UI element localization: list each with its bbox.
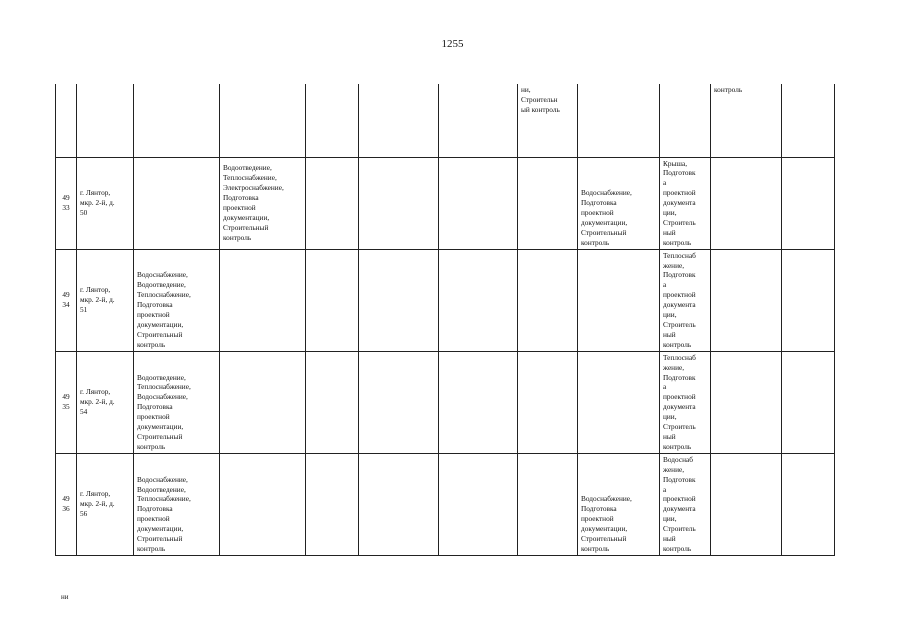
cell-work-types [220, 249, 306, 351]
cell-empty [782, 249, 835, 351]
cell-work-types-continued: контроль [711, 84, 782, 157]
cell-empty [134, 84, 220, 157]
cell-empty [518, 453, 578, 555]
cell-work-types [220, 453, 306, 555]
cell-work-types [578, 351, 660, 453]
cell-work-types-continued: ни, Строительн ый контроль [518, 84, 578, 157]
cell-empty [77, 84, 134, 157]
cell-work-types: Водоснаб жение, Подготовк а проектной документа ции, Строитель ный контроль [660, 453, 711, 555]
cell-empty [711, 249, 782, 351]
cell-work-types [578, 249, 660, 351]
cell-empty [439, 84, 518, 157]
cell-empty [782, 157, 835, 249]
cell-empty [306, 157, 359, 249]
table-row [56, 157, 835, 249]
cell-empty [660, 84, 711, 157]
cell-empty [359, 351, 439, 453]
cell-empty [782, 351, 835, 453]
cell-work-types: Теплоснаб жение, Подготовк а проектной документа ции, Строитель ный контроль [660, 351, 711, 453]
cell-empty [711, 453, 782, 555]
table-row [56, 249, 835, 351]
cell-work-types: Водоотведение, Теплоснабжение, Водоснабжение, Подготовка проектной документации, Строительный контроль [134, 351, 220, 453]
repair-schedule-table [55, 84, 835, 556]
cell-empty [306, 84, 359, 157]
cell-empty [306, 453, 359, 555]
cell-empty [439, 249, 518, 351]
cell-address: г. Лянтор, мкр. 2-й, д. 50 [77, 157, 134, 249]
cell-work-types: Водоснабжение, Подготовка проектной документации, Строительный контроль [578, 453, 660, 555]
cell-work-types: Водоснабжение, Водоотведение, Теплоснабжение, Подготовка проектной документации, Строительный контроль [134, 249, 220, 351]
cell-empty [359, 249, 439, 351]
table-row [56, 453, 835, 555]
cell-empty [439, 453, 518, 555]
cell-row-number: 49 35 [56, 351, 77, 453]
cell-address: г. Лянтор, мкр. 2-й, д. 51 [77, 249, 134, 351]
cell-work-types: Водоотведение, Теплоснабжение, Электроснабжение, Подготовка проектной документации, Строительный контроль [220, 157, 306, 249]
cell-empty [220, 84, 306, 157]
cell-empty [359, 157, 439, 249]
cell-empty [711, 351, 782, 453]
table-row-continued [56, 84, 835, 157]
page-number: 1255 [441, 38, 464, 50]
cell-row-number: 49 33 [56, 157, 77, 249]
cell-empty [306, 351, 359, 453]
cell-work-types: Водоснабжение, Подготовка проектной документации, Строительный контроль [578, 157, 660, 249]
cell-row-number: 49 34 [56, 249, 77, 351]
cell-work-types [220, 351, 306, 453]
cell-empty [518, 351, 578, 453]
cell-empty [782, 453, 835, 555]
cell-empty [56, 84, 77, 157]
cell-row-number: 49 36 [56, 453, 77, 555]
footer-note: ни [61, 593, 69, 601]
cell-empty [711, 157, 782, 249]
cell-work-types: Крыша, Подготовк а проектной документа ции, Строитель ный контроль [660, 157, 711, 249]
cell-empty [359, 453, 439, 555]
table-row [56, 351, 835, 453]
cell-empty [782, 84, 835, 157]
cell-work-types: Теплоснаб жение, Подготовк а проектной документа ции, Строитель ный контроль [660, 249, 711, 351]
cell-empty [439, 351, 518, 453]
cell-address: г. Лянтор, мкр. 2-й, д. 54 [77, 351, 134, 453]
cell-empty [306, 249, 359, 351]
cell-empty [518, 157, 578, 249]
cell-work-types: Водоснабжение, Водоотведение, Теплоснабжение, Подготовка проектной документации, Строительный контроль [134, 453, 220, 555]
cell-address: г. Лянтор, мкр. 2-й, д. 56 [77, 453, 134, 555]
cell-empty [518, 249, 578, 351]
cell-empty [439, 157, 518, 249]
cell-work-types [134, 157, 220, 249]
cell-empty [359, 84, 439, 157]
cell-empty [578, 84, 660, 157]
